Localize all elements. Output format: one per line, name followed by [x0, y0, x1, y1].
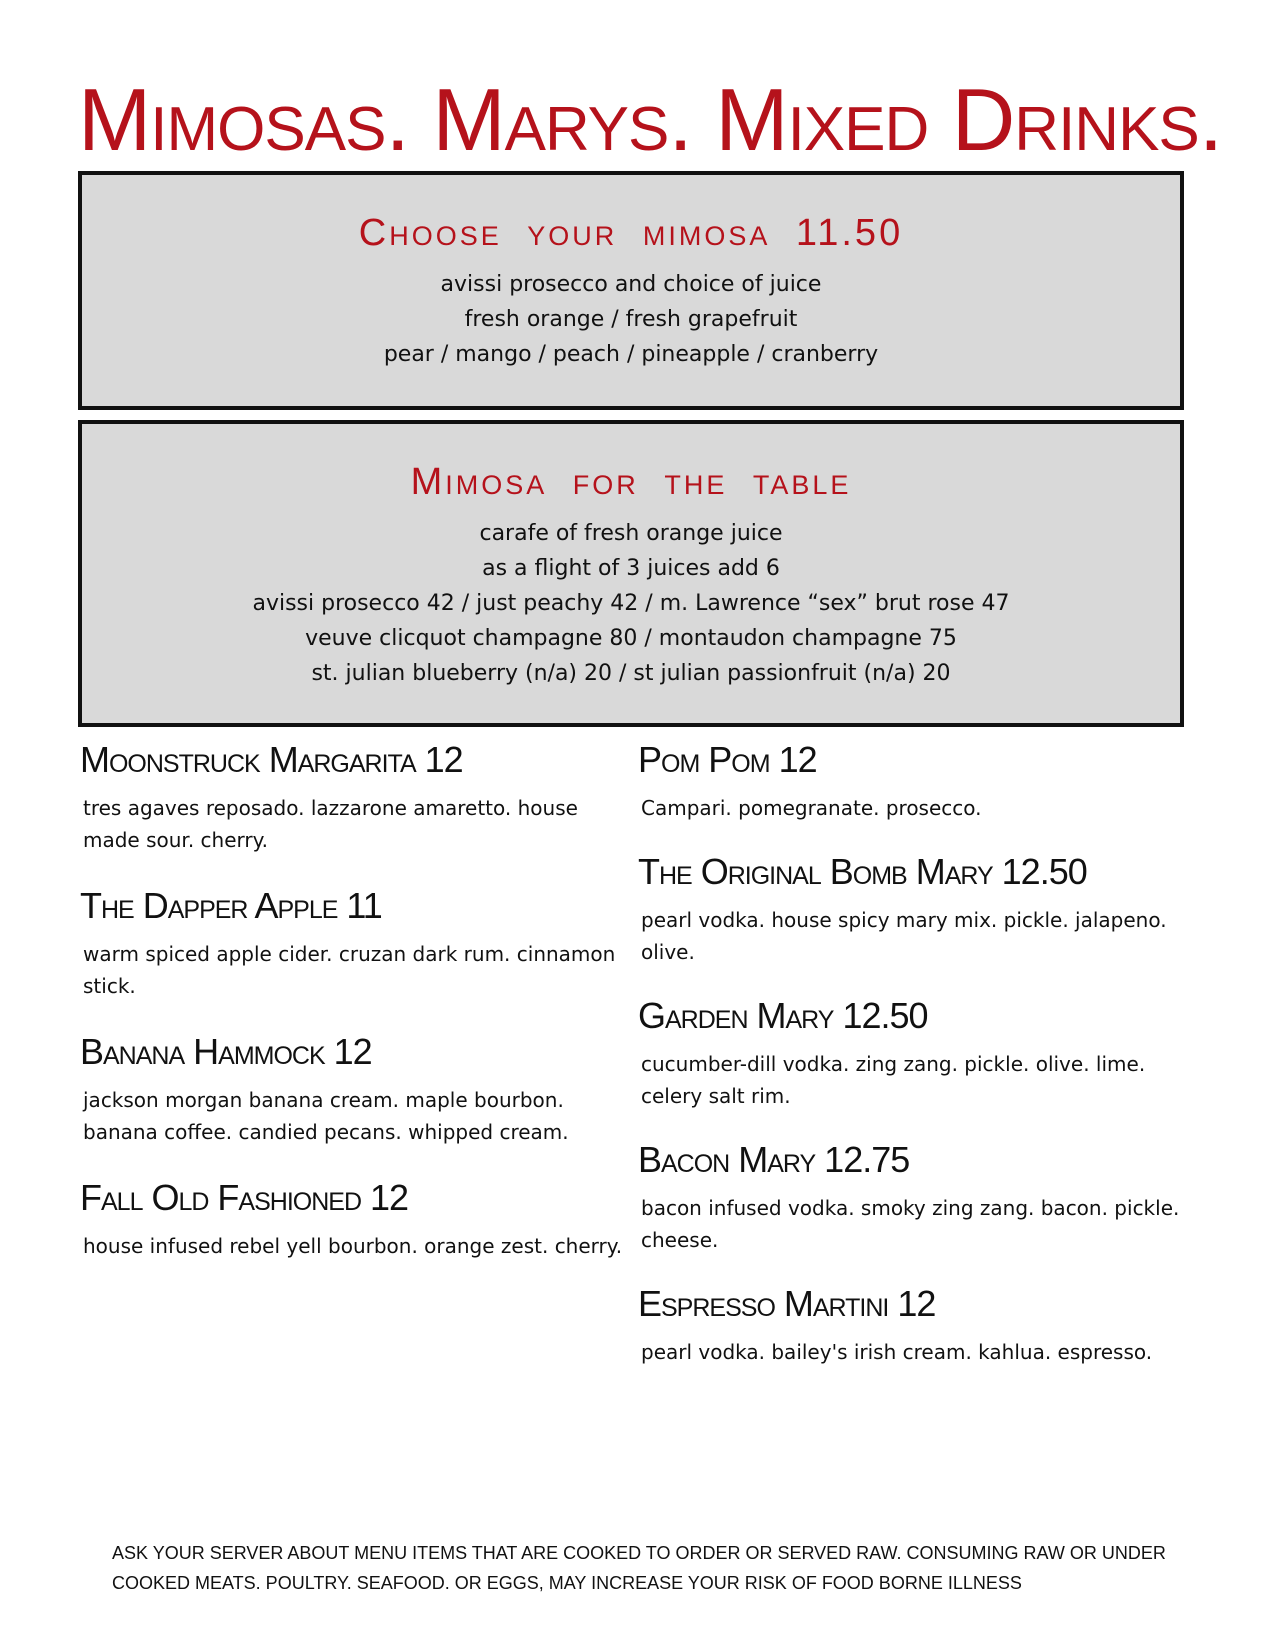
- mimosa-for-table-heading: Mimosa for the table: [410, 461, 852, 503]
- page-title: Mimosas. Marys. Mixed Drinks.: [78, 70, 1223, 169]
- drink-name: Moonstruck Margarita 12: [80, 739, 463, 780]
- drink-name: Bacon Mary 12.75: [638, 1139, 910, 1180]
- right-drinks-column: [638, 738, 1198, 1394]
- drink-item: [638, 850, 1198, 968]
- drink-item: [80, 884, 635, 1002]
- mimosa-for-table-line: as a flight of 3 juices add 6: [482, 556, 780, 581]
- drink-item: [638, 1138, 1198, 1256]
- drink-description: Campari. pomegranate. prosecco.: [641, 796, 982, 820]
- left-drinks-column: [80, 738, 635, 1290]
- choose-mimosa-line: pear / mango / peach / pineapple / cranberry: [383, 342, 879, 367]
- mimosa-for-table-line: carafe of fresh orange juice: [479, 521, 783, 546]
- mimosa-for-table-line: avissi prosecco 42 / just peachy 42 / m. Lawrence “sex” brut rose 47: [252, 591, 1010, 616]
- choose-mimosa-heading: Choose your mimosa 11.50: [358, 212, 904, 254]
- food-safety-disclaimer: ASK YOUR SERVER ABOUT MENU ITEMS THAT ARE COOKED TO ORDER OR SERVED RAW. CONSUMING RAW OR UNDER COOKED MEATS. POULTRY. SEAFOOD. OR EGGS, MAY INCREASE YOUR RISK OF FOOD BORNE ILLNESS: [112, 1543, 1166, 1593]
- drink-name: Pom Pom 12: [638, 739, 817, 780]
- drink-description: pearl vodka. bailey's irish cream. kahlua. espresso.: [641, 1340, 1153, 1364]
- drink-description: bacon infused vodka. smoky zing zang. bacon. pickle. cheese.: [641, 1196, 1180, 1252]
- drink-item: [80, 738, 635, 856]
- drink-item: [638, 738, 1198, 824]
- drink-name: Garden Mary 12.50: [638, 995, 928, 1036]
- drink-description: tres agaves reposado. lazzarone amaretto. house made sour. cherry.: [83, 796, 578, 852]
- drink-item: [80, 1176, 635, 1262]
- drink-name: The Dapper Apple 11: [80, 885, 382, 926]
- drink-name: Espresso Martini 12: [638, 1283, 936, 1324]
- drink-item: [638, 994, 1198, 1112]
- drink-description: house infused rebel yell bourbon. orange zest. cherry.: [83, 1234, 623, 1258]
- mimosa-for-table-lines: [82, 516, 1180, 691]
- choose-mimosa-lines: [82, 267, 1180, 372]
- mimosa-for-table-line: st. julian blueberry (n/a) 20 / st julian passionfruit (n/a) 20: [311, 661, 951, 686]
- drink-description: cucumber-dill vodka. zing zang. pickle. olive. lime. celery salt rim.: [641, 1052, 1146, 1108]
- choose-mimosa-box: [78, 171, 1184, 410]
- choose-mimosa-line: fresh orange / fresh grapefruit: [464, 307, 798, 332]
- drink-item: [80, 1030, 635, 1148]
- drink-description: jackson morgan banana cream. maple bourbon. banana coffee. candied pecans. whipped cream.: [83, 1088, 569, 1144]
- drink-name: Fall Old Fashioned 12: [80, 1177, 409, 1218]
- drink-description: warm spiced apple cider. cruzan dark rum. cinnamon stick.: [83, 942, 616, 998]
- mimosa-for-table-line: veuve clicquot champagne 80 / montaudon champagne 75: [305, 626, 957, 651]
- choose-mimosa-line: avissi prosecco and choice of juice: [440, 272, 822, 297]
- drink-item: [638, 1282, 1198, 1368]
- drink-description: pearl vodka. house spicy mary mix. pickle. jalapeno. olive.: [641, 908, 1167, 964]
- drink-name: Banana Hammock 12: [80, 1031, 372, 1072]
- mimosa-for-table-box: [78, 420, 1184, 727]
- drink-name: The Original Bomb Mary 12.50: [638, 851, 1087, 892]
